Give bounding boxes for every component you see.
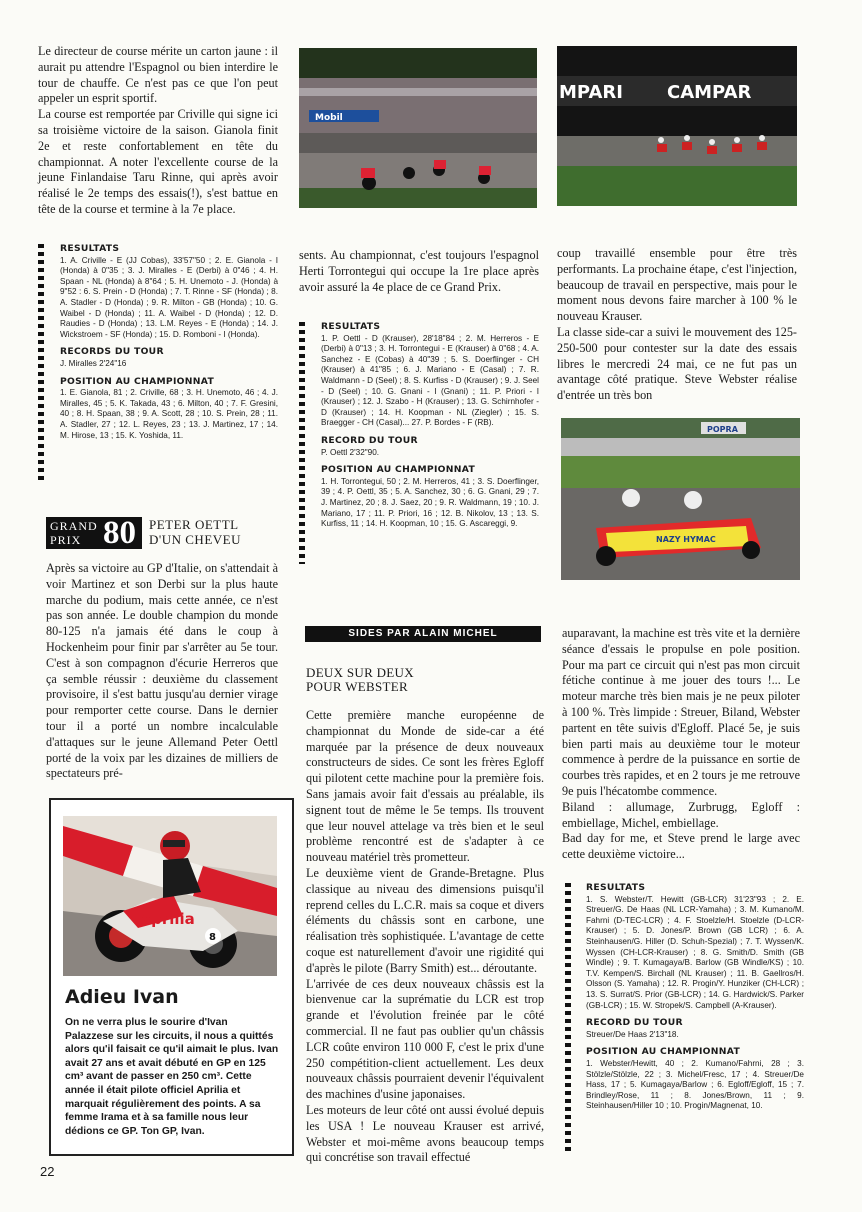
col3-paragraph: coup travaillé ensemble pour être très performants. La prochaine étape, c'est l'injection, beaucoup de travail en perspective, mais pour le moment nous devons faire marcher à 100 % le nouveau Krauser. La classe side-car a suivi le mouvement des 125-250-500 pour contester sur la date des essais libres le mercredi 24 mai, ce ne fut pas un avantage côté pratique. Steve Webster réalise d'entrée un très bon <box>557 246 797 403</box>
adieu-title: Adieu Ivan <box>65 986 179 1008</box>
sidecar-sponsor: NAZY HYMAC <box>656 535 716 544</box>
results-80-box: RESULTATS 1. P. Oettl - D (Krauser), 28'18"84 ; 2. M. Herreros - E (Derbi) à 0"13 ; 3. H. Torrontegui - E (Krauser) à 0"68 ; 4. A. Sanchez - E (Cobas) à 40"39 ; 5. S. Doerflinger - CH (Krauser) à 41"85 ; 6. J. Mariano - E (Casal) ; 7. R. Waldmann - D (Seel) ; 8. S. Kurfiss - D (Krauser) ; 9. J. Seel - D (Seel) ; 10. G. Gnani - I (Gnani) ; 11. P. Priori - I (Krauser) ; 12. J. Szabo - H (Krauser) ; 13. G. Schirnhofer - D (Krauser) ; 14. H. Koopman - NL (Ziegler) ; 15. S. Braegger - CH (Casal)... 27. P. Bordes - F (RB). RECORD DU TOUR P. Oettl 2'32"90. POSITION AU CHAMPIONNAT 1. H. Torrontegui, 50 ; 2. M. Herreros, 41 ; 3. S. Doerflinger, 39 ; 4. P. Oettl, 35 ; 5. A. Sanchez, 30 ; 6. G. Gnani, 29 ; 7. J. Martinez, 20 ; 8. J. Saez, 20 ; 9. R. Waldmann, 19 ; 10. J. Mariano, 17 ; 11. P. Priori, 16 ; 12. B. Nikolov, 13 ; 13. S. Kurfiss, 11 ; 14. H. Koopman, 10 ; 15. G. Ascareggi, 9. <box>321 321 539 529</box>
popra-sign: POPRA <box>707 425 738 434</box>
photo-race-start <box>557 46 797 206</box>
photo-grandstand-svg <box>299 48 537 208</box>
checker-stripe <box>38 244 44 480</box>
aprilia-logo: aprilia <box>141 910 195 928</box>
grand-prix-number: 80 <box>103 515 136 551</box>
gp-80-title: PETER OETTL D'UN CHEVEU <box>149 517 241 547</box>
mobil-sign: Mobil <box>315 113 343 123</box>
col4-paragraph: auparavant, la machine est très vite et la dernière séance d'essais le propulse en pole position. Pour ma part ce circuit qui n'est pas mon circuit fétiche continue à me jouer des tours !... Le moteur marche très bien mais je ne peux piloter à 100 %. Très limpide : Streuer, Biland, Webster partent en tête suivis d'Egloff. Placé 5e, je suis bien parti mais au deuxième tour le moteur commence à perdre de la puissance en sortie de courbes très rapides, et en 2 tours je me retrouve 9e puis l'hécatombe commence. Biland : allumage, Zurbrugg, Egloff : embiellage, Michel, embiellage. Bad day for me, et Steve prend le large avec cette deuxième victoire... <box>562 626 800 862</box>
results-sides-box: RESULTATS 1. S. Webster/T. Hewitt (GB-LCR) 31'23"93 ; 2. E. Streuer/G. De Haas (NL LCR-Yamaha) ; 3. M. Kumano/M. Fahrni (D-TEC-LCR) ; 4. F. Stoelzle/H. Stoelzle (D-LCR-Krauser) ; 5. D. Jones/P. Brown (GB LCR) ; 6. A. Steinhausen/G. Hiller (D. Schuh-Spezial) ; 7. T. Wyssen/K. Wyssen (CH-LCR-Krauser) ; 8. G. Smith/D. Smith (GB Windle) ; 9. T. Kumagaya/B. Barlow (GB Windle/KS) ; 10. T.V. Kempen/S. Birchall (NL Krauser) ; 11. B. Gaellros/H. Olsson (S. Yamaha) ; 12. R. Progin/Y. Hunziker (CH-LCR) ; 13. S. Surrat/S. Prior (GB-LCR) ; 14. G. Hardwick/S. Parker (GB-LCR) ; 15. W. Stropek/S. Campbell (A-Krauser). RECORD DU TOUR Streuer/De Haas 2'13"18. POSITION AU CHAMPIONNAT 1. Webster/Hewitt, 40 ; 2. Kumano/Fahrni, 28 ; 3. Stölzle/Stölzle, 22 ; 3. Michel/Fresc, 17 ; 4. Streuer/De Hass, 17 ; 5. Kumagaya/Barlow ; 6. Egloff/Egloff, 15 ; 7. Brindley/Rose, 11 ; 8. Jones/Brown, 11 ; 9. Steinhausen/Hiller 10 ; 10. Progin/Magnenat, 10. <box>586 882 804 1111</box>
gp-80-article: Après sa victoire au GP d'Italie, on s'attendait à voir Martinez et son Derbi sur la plus haute marche du podium, mais cette année, ce n'est pas son année. Le double champion du monde 80-125 n'a jamais été dans le coup à Hockenheim pour finir par s'arrêter au 5e tour. C'est à son compagnon d'écurie Herreros que ça semble réussir : deuxième du classement provisoire, il s'est battu jusqu'au dernier virage pour remporter cette course. Dans le dernier tour il a porté un nombre incalculable d'attaques sur le jeune Allemand Peter Oettl porté de la voix par les dizaines de milliers de spectateurs pré- <box>46 561 278 781</box>
photo-sidecar-svg <box>561 418 800 580</box>
ivan-photo-svg <box>63 816 277 976</box>
col2-paragraph: sents. Au championnat, c'est toujours l'espagnol Herti Torrontegui qui occupe la 1re place après avoir assuré la 4e place de ce Grand Prix. <box>299 248 539 294</box>
checker-stripe <box>299 322 305 564</box>
checker-stripe <box>565 883 571 1153</box>
sides-title: DEUX SUR DEUX POUR WEBSTER <box>306 665 414 694</box>
campari-sign-1: MPARI <box>559 82 623 103</box>
sides-article: Cette première manche européenne de championnat du Monde de side-car a été marquée par la présence de deux nouveaux constructeurs de sides. Ce sont les frères Egloff qui pilotent cette machine pour la première fois. Sans jamais avoir fait d'essais au préalable, ils signent tout de même le 5e temps. Ils trouvent que leur nouvel attelage va très bien et le seul problème rencontré est de s'adapter à ce nouveau matériel très prometteur. Le deuxième vient de Grande-Bretagne. Plus classique au niveau des dimensions puisqu'il reprend celles du L.C.R. mais sa coque et divers éléments du châssis sont en carbone, une réalisation très sophistiquée. L'avantage de cette coque est naturellement d'avoir une rigidité qui d'après le pilote (Barry Smith) est... déroutante. L'arrivée de ces deux nouveaux châssis est la bienvenue car la suprématie du LCR est trop grande et l'évolution freinée par le côté commercial. Il ne faut pas oublier qu'un châssis LCR coûte environ 110 000 F, c'est le prix d'une 250 compétition-client actuellement. Les deux nouveaux châssis pourraient devenir l'équivalent des machines d'usine japonaises. Les moteurs de leur côté ont aussi évolué depuis les USA ! Le nouveau Krauser est arrivé, Webster et moi-même avons beaucoup temps qui concrétise son travail effectué <box>306 708 544 1165</box>
photo-race-start-svg <box>557 46 797 206</box>
bike-number: 8 <box>209 932 216 943</box>
results-125-box: RESULTATS 1. A. Criville - E (JJ Cobas), 33'57"50 ; 2. E. Gianola - I (Honda) à 0"35 ; 3. J. Miralles - E (Derbi) à 0"46 ; 4. H. Spaan - NL (Honda) à 8"64 ; 5. H. Unemoto - J. (Honda) à 9"52 : 6. S. Prein - D (Honda) ; 7. T. Rinne - SF (Honda) ; 8. A. Stadler - D (Honda) ; 9. R. Milton - GB (Honda) ; 10. G. Waibel - D (Honda) ; 11. A. Waibel - D (Honda) ; 12. D. Raudies - D (Honda) ; 13. L.M. Reyes - E (Honda) ; 14. J. Wickstroem - SF (Honda) ; 15. D. Romboni - I (Honda). RECORDS DU TOUR J. Miralles 2'24"16 POSITION AU CHAMPIONNAT 1. E. Gianola, 81 ; 2. Criville, 68 ; 3. H. Unemoto, 46 ; 4. J. Miralles, 45 ; 5. K. Takada, 43 ; 6. Milton, 40 ; 7. F. Gresini, 40 ; 8. H. Spaan, 38 ; 9. A. Scott, 28 ; 10. S. Prein, 28 ; 11. A. Stadler, 27 ; 12. L. Reyes, 23 ; 13. J. Martinez, 17 ; 14. M. Hirose, 13 ; 15. K. Yoshida, 11. <box>60 243 278 440</box>
page-number: 22 <box>40 1164 55 1179</box>
adieu-ivan-box <box>49 798 294 1156</box>
ivan-photo <box>63 816 277 976</box>
grand-prix-label: GRAND PRIX <box>50 519 98 547</box>
sides-author-bar: SIDES PAR ALAIN MICHEL <box>305 626 541 642</box>
photo-grandstand-race <box>299 48 537 208</box>
photo-sidecar <box>561 418 800 580</box>
campari-sign-2: CAMPAR <box>667 82 752 103</box>
grand-prix-badge <box>46 517 142 549</box>
adieu-text: On ne verra plus le sourire d'Ivan Palazzese sur les circuits, il nous a quittés alors qu'il faisait ce qu'il aimait le plus. Ivan avait 27 ans et avait débuté en GP en 125 cm³ avant de passer en 250 cm³. Cette année il était pilote officiel Aprilia et marquait régulièrement des points. A sa femme Irama et à sa famille nous leur dédions ce GP. Ton GP, Ivan. <box>65 1017 279 1137</box>
intro-paragraph: Le directeur de course mérite un carton jaune : il aurait pu attendre l'Espagnol ou bien interdire le tour de chauffe. Ce n'est pas ce que l'on peut appeler un esprit sportif. La course est remportée par Criville qui signe ici sa troisième victoire de la saison. Gianola finit 2e et reste confortablement en tête du championnat. A noter l'excellente course de la jeune Finlandaise Taru Rinne, qui après avoir réalisé le 2e temps des essais(!), s'est battue en tête de la course et termine à la 7e place. <box>38 44 278 216</box>
